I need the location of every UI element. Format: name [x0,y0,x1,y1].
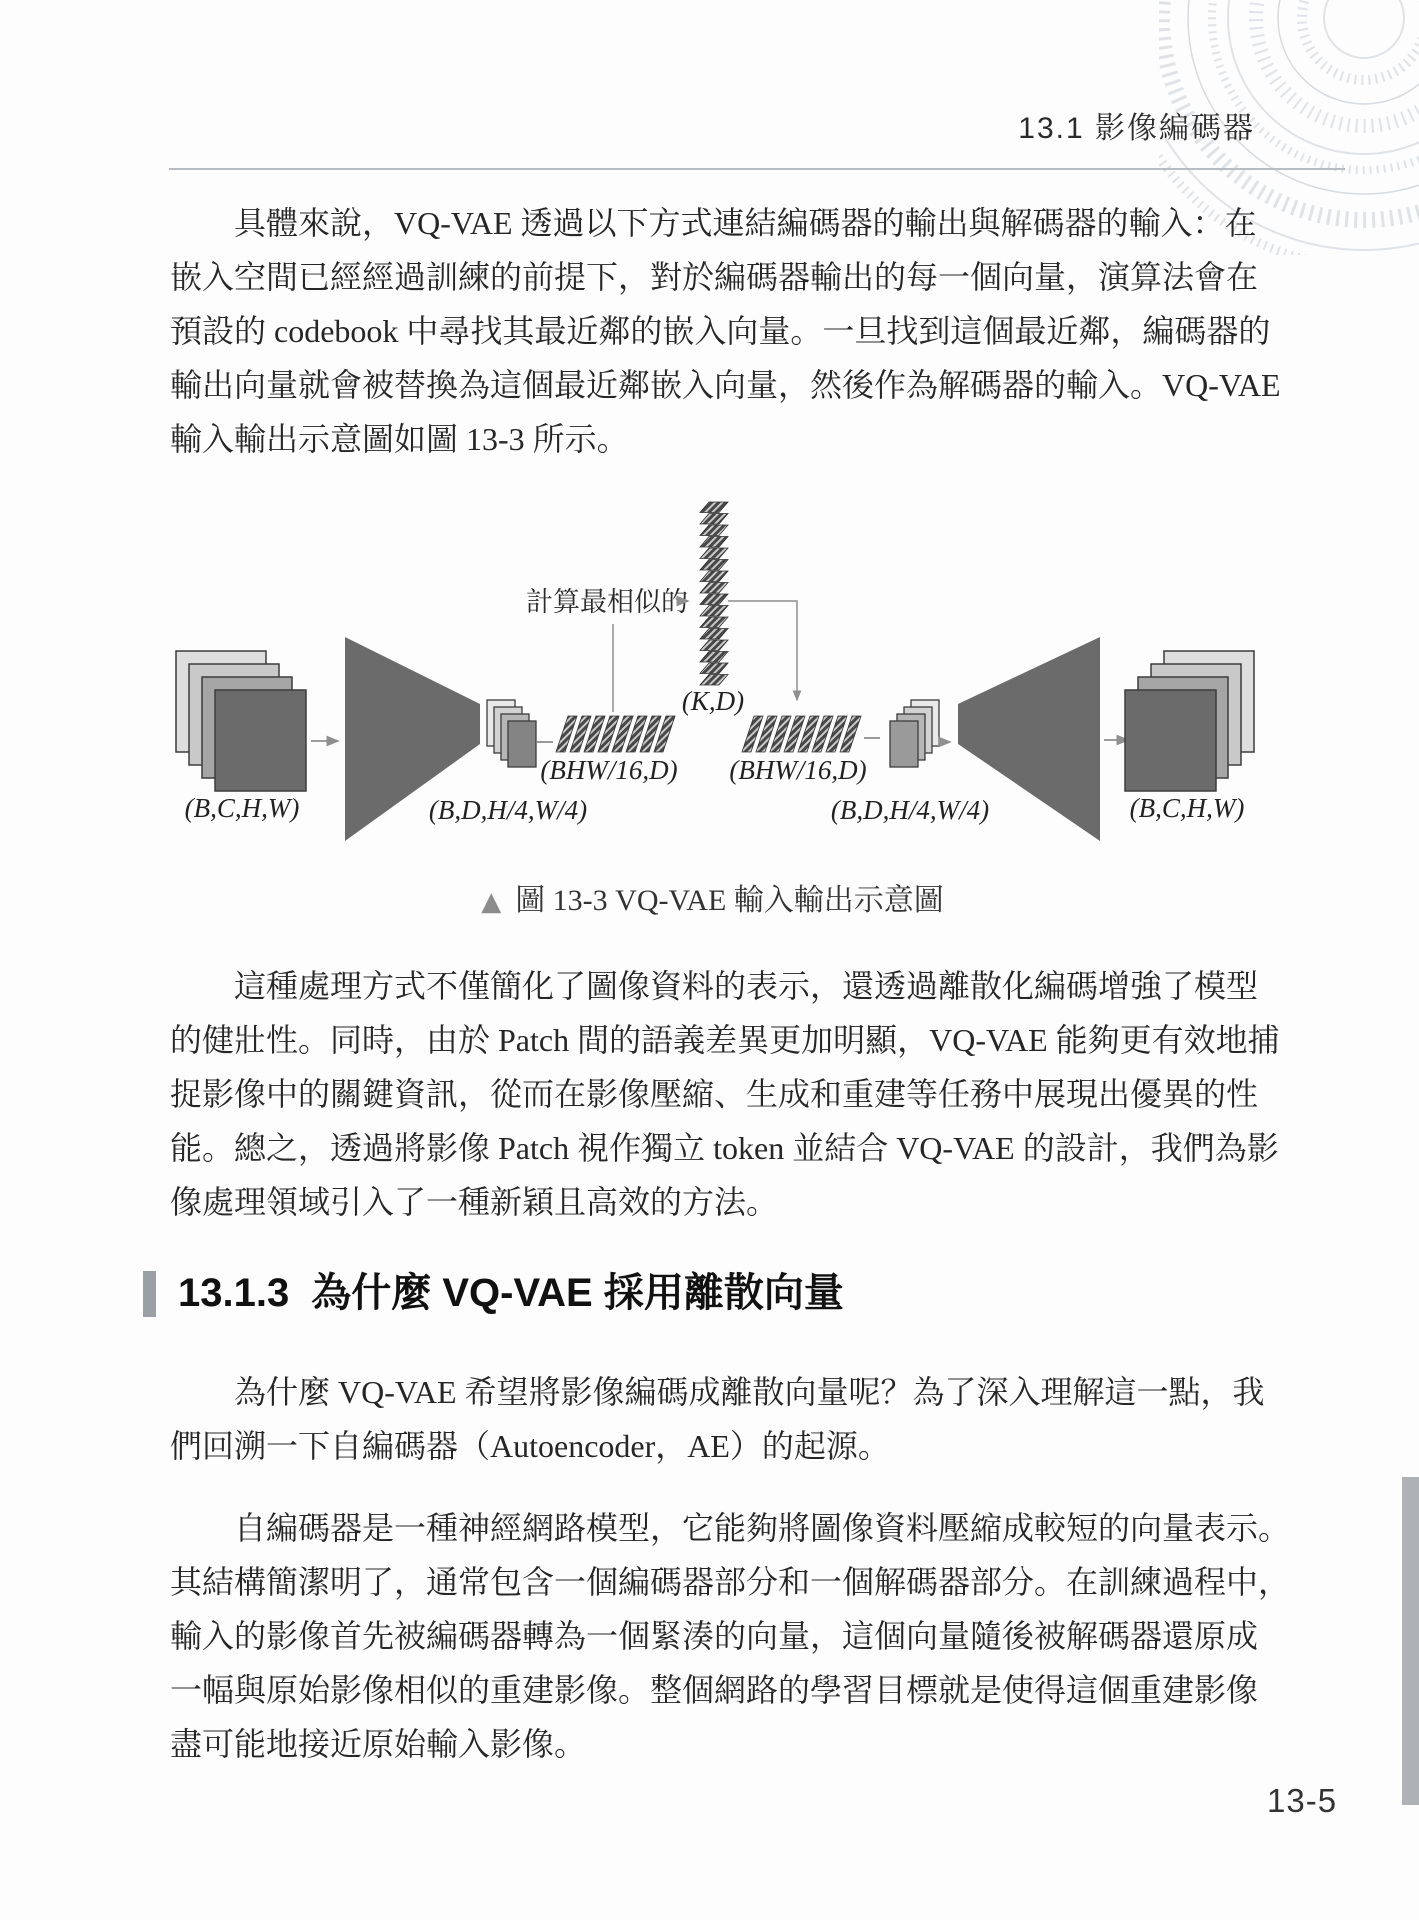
text-line: 一幅與原始影像相似的重建影像。整個網路的學習目標就是使得這個重建影像 [170,1672,1259,1708]
text-line: 這種處理方式不僅簡化了圖像資料的表示，還透過離散化編碼增強了模型 [234,968,1259,1004]
output-image-stack [1125,651,1254,791]
text-line: 捉影像中的關鍵資訊，從而在影像壓縮、生成和重建等任務中展現出優異的性 [170,1076,1259,1112]
page-number: 13-5 [1267,1782,1338,1819]
text-line: 的健壯性。同時，由於 Patch 間的語義差異更加明顯，VQ-VAE 能夠更有效地捕 [170,1022,1280,1058]
encoder-featuremap-stack [487,700,536,767]
header-rule [169,168,1345,170]
text-line: 為什麼 VQ-VAE 希望將影像編碼成離散向量呢？為了深入理解這一點，我 [234,1374,1265,1410]
page-edge-bar [1402,1477,1419,1805]
text-line: 預設的 codebook 中尋找其最近鄰的嵌入向量。一旦找到這個最近鄰，編碼器的 [170,313,1271,349]
label-bhw16d-left: (BHW/16,D) [540,755,678,785]
label-bchw-right: (B,C,H,W) [1129,793,1245,823]
caption-text: 圖 13-3 VQ-VAE 輸入輸出示意圖 [515,884,944,917]
encoder-vector-row [556,716,675,752]
text-line: 像處理領域引入了一種新穎且高效的方法。 [170,1184,779,1220]
label-bchw-left: (B,C,H,W) [184,793,300,823]
paragraph-4 [170,1501,1291,1771]
paragraph-1 [170,196,1281,466]
text-line: 自編碼器是一種神經網路模型，它能夠將圖像資料壓縮成較短的向量表示。 [234,1510,1291,1546]
text-line: 輸入的影像首先被編碼器轉為一個緊湊的向量，這個向量隨後被解碼器還原成 [170,1618,1259,1654]
quantized-vector-row [742,716,861,752]
label-bdh4w4-right: (B,D,H/4,W/4) [830,795,990,825]
figure-caption [170,878,1255,925]
label-bdh4w4-left: (B,D,H/4,W/4) [428,795,588,825]
running-header: 13.1 影像編碼器 [1018,112,1255,145]
decoder-featuremap-stack [890,700,939,767]
input-image-stack [176,651,306,791]
label-bhw16d-right: (BHW/16,D) [729,755,867,785]
heading-title: 為什麼 VQ-VAE 採用離散向量 [311,1271,844,1315]
paragraph-3 [170,1365,1265,1473]
paragraph-2 [170,959,1280,1229]
codebook-column [700,502,728,685]
text-line: 輸出向量就會被替換為這個最近鄰嵌入向量，然後作為解碼器的輸入。VQ-VAE [170,367,1281,403]
text-line: 具體來說，VQ-VAE 透過以下方式連結編碼器的輸出與解碼器的輸入：在 [234,205,1257,241]
label-kd: (K,D) [681,686,745,716]
section-heading [0,1266,1419,1320]
text-line: 能。總之，透過將影像 Patch 視作獨立 token 並結合 VQ-VAE 的設計，我們為影 [170,1130,1279,1166]
text-line: 盡可能地接近原始輸入影像。 [170,1726,587,1762]
label-compute-similar: 計算最相似的 [526,587,688,617]
caption-triangle-icon: ▲ [481,887,502,917]
text-line: 嵌入空間已經經過訓練的前提下，對於編碼器輸出的每一個向量，演算法會在 [170,259,1259,295]
heading-marker-bar [143,1271,156,1317]
heading-text [178,1266,844,1320]
heading-number: 13.1.3 [178,1271,290,1315]
text-line: 們回溯一下自編碼器（Autoencoder，AE）的起源。 [170,1428,890,1464]
vqvae-diagram [140,485,1285,850]
text-line: 其結構簡潔明了，通常包含一個編碼器部分和一個解碼器部分。在訓練過程中， [170,1564,1291,1600]
text-line: 輸入輸出示意圖如圖 13-3 所示。 [170,421,629,457]
